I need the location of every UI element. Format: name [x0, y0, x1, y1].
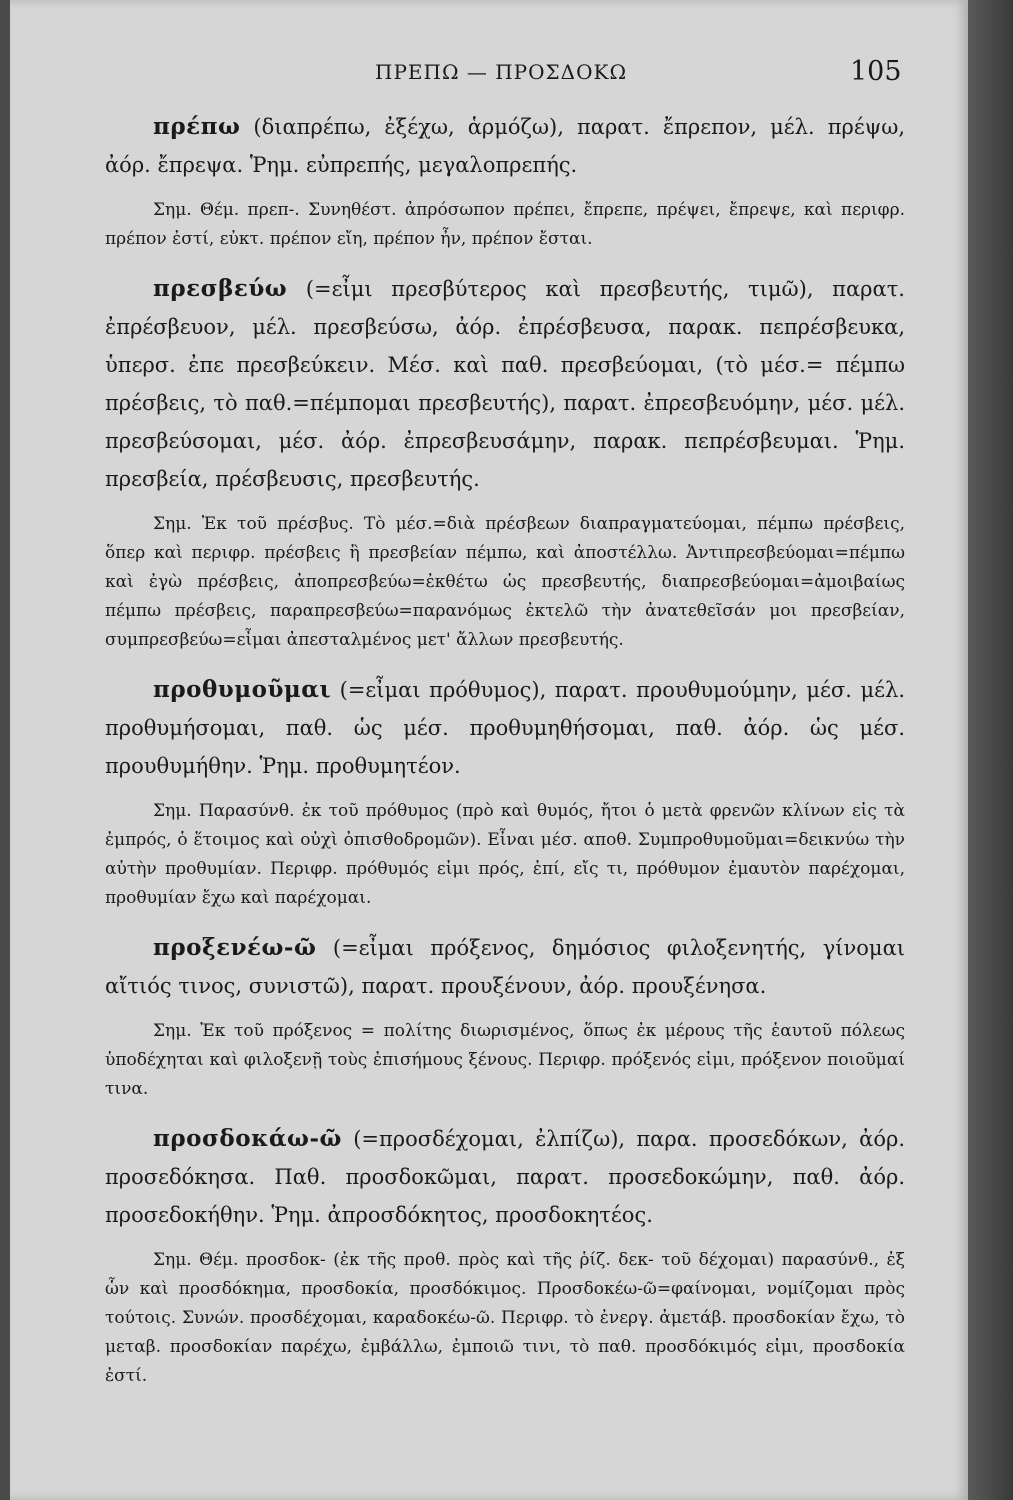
entry-note: Σημ. Θέμ. πρεπ-. Συνηθέστ. ἀπρόσωπον πρέπει, ἔπρεπε, πρέψει, ἔπρεψε, καὶ περιφρ. πρέπον ἐστί, εὐκτ. πρέπον εἴη, πρέπον ἦν, πρέπον ἔσται. [105, 200, 905, 249]
dictionary-entry [105, 108, 905, 254]
entry-definition: (διαπρέπω, ἐξέχω, ἁρμόζω), παρατ. ἔπρεπον, μέλ. πρέψω, ἀόρ. ἔπρεψα. Ῥημ. εὐπρεπής, μεγαλοπρεπής. [105, 115, 905, 177]
entry-definition: (=προσδέχομαι, ἐλπίζω), παρα. προσεδόκων, ἀόρ. προσεδόκησα. Παθ. προσδοκῶμαι, παρατ. προσεδοκώμην, παθ. ἀόρ. προσεδοκήθην. Ῥημ. ἀπροσδόκητος, προσδοκητέος. [105, 1127, 905, 1227]
headword: πρέπω [153, 113, 241, 140]
page-edge [968, 0, 1013, 1500]
entry-note: Σημ. Θέμ. προσδοκ- (ἐκ τῆς προθ. πρὸς καὶ τῆς ῥίζ. δεκ- τοῦ δέχομαι) παρασύνθ., ἐξ ὧν καὶ προσδόκημα, προσδοκία, προσδόκιμος. Προσδοκέω-ῶ=φαίνομαι, νομίζομαι πρὸς τούτοις. Συνών. προσδέχομαι, καραδοκέω-ῶ. Περιφρ. τὸ ἐνεργ. ἀμετάβ. προσδοκίαν ἔχω, τὸ μεταβ. προσδοκίαν παρέχω, ἐμβάλλω, ἐμποιῶ τινι, τὸ παθ. προσδόκιμός εἰμι, προσδοκία ἐστί. [105, 1250, 905, 1386]
dictionary-entry [105, 929, 905, 1104]
page-header [10, 56, 968, 96]
entry-note: Σημ. Ἐκ τοῦ πρόξενος = πολίτης διωρισμένος, ὅπως ἐκ μέρους τῆς ἑαυτοῦ πόλεως ὑποδέχηται καὶ φιλοξενῇ τοὺς ἐπισήμους ξένους. Περιφρ. πρόξενός εἰμι, πρόξενον ποιοῦμαί τινα. [105, 1021, 905, 1099]
entry-body [105, 108, 905, 184]
entry-definition: (=εἶμαι πρόθυμος), παρατ. προυθυμούμην, μέσ. μέλ. προθυμήσομαι, παθ. ὡς μέσ. προθυμηθήσομαι, παθ. ἀόρ. ὡς μέσ. προυθυμήθην. Ῥημ. προθυμητέον. [105, 678, 905, 778]
headword: πρεσβεύω [153, 275, 288, 302]
entry-definition: (=εἶμαι πρόξενος, δημόσιος φιλοξενητής, γίνομαι αἴτιός τινος, συνιστῶ), παρατ. προυξένουν, ἀόρ. προυξένησα. [105, 936, 905, 998]
page-number: 105 [850, 56, 902, 87]
entry-body [105, 1120, 905, 1234]
entry-definition: (=εἶμι πρεσβύτερος καὶ πρεσβευτής, τιμῶ), παρατ. ἐπρέσβευον, μέλ. πρεσβεύσω, ἀόρ. ἐπρέσβευσα, παρακ. πεπρέσβευκα, ὑπερσ. ἐπε πρεσβεύκειν. Μέσ. καὶ παθ. πρεσβεύομαι, (τὸ μέσ.= πέμπω πρέσβεις, τὸ παθ.=πέμπομαι πρεσβευτής), παρατ. ἐπρεσβευόμην, μέσ. μέλ. πρεσβεύσομαι, μέσ. ἀόρ. ἐπρεσβευσάμην, παρακ. πεπρέσβευμαι. Ῥημ. πρεσβεία, πρέσβευσις, πρεσβευτής. [105, 277, 905, 491]
book-page [10, 0, 968, 1500]
entry-body [105, 270, 905, 498]
headword: προθυμοῦμαι [153, 676, 332, 703]
entry-note: Σημ. Ἐκ τοῦ πρέσβυς. Τὸ μέσ.=διὰ πρέσβεων διαπραγματεύομαι, πέμπω πρέσβεις, ὅπερ καὶ περιφρ. πρέσβεις ἢ πρεσβείαν πέμπω, καὶ ἀποστέλλω. Ἀντιπρεσβεύομαι=πέμπω καὶ ἐγὼ πρέσβεις, ἀποπρεσβεύω=ἐκθέτω ὡς πρεσβευτής, διαπρεσβεύομαι=ἀμοιβαίως πέμπω πρέσβεις, παραπρεσβεύω=παρανόμως ἐκτελῶ τὴν ἀνατεθεῖσάν μοι πρεσβείαν, συμπρεσβεύω=εἶμαι ἀπεσταλμένος μετ' ἄλλων πρεσβευτής. [105, 514, 905, 650]
dictionary-content [105, 108, 905, 1407]
dictionary-entry [105, 270, 905, 655]
entry-body [105, 671, 905, 785]
headword: προξενέω-ῶ [153, 934, 317, 961]
entry-body [105, 929, 905, 1005]
dictionary-entry [105, 671, 905, 913]
running-head: ΠΡΕΠΩ — ΠΡΟΣΔΟΚΩ [375, 60, 628, 84]
entry-note: Σημ. Παρασύνθ. ἐκ τοῦ πρόθυμος (πρὸ καὶ θυμός, ἤτοι ὁ μετὰ φρενῶν κλίνων εἰς τὰ ἐμπρός, ὁ ἕτοιμος καὶ οὐχὶ ὀπισθοδρομῶν). Εἶναι μέσ. αποθ. Συμπροθυμοῦμαι=δεικνύω τὴν αὐτὴν προθυμίαν. Περιφρ. πρόθυμός εἰμι πρός, ἐπί, εἴς τι, πρόθυμον ἐμαυτὸν παρέχομαι, προθυμίαν ἔχω καὶ παρέχομαι. [105, 801, 905, 908]
dictionary-entry [105, 1120, 905, 1391]
headword: προσδοκάω-ῶ [153, 1125, 342, 1152]
